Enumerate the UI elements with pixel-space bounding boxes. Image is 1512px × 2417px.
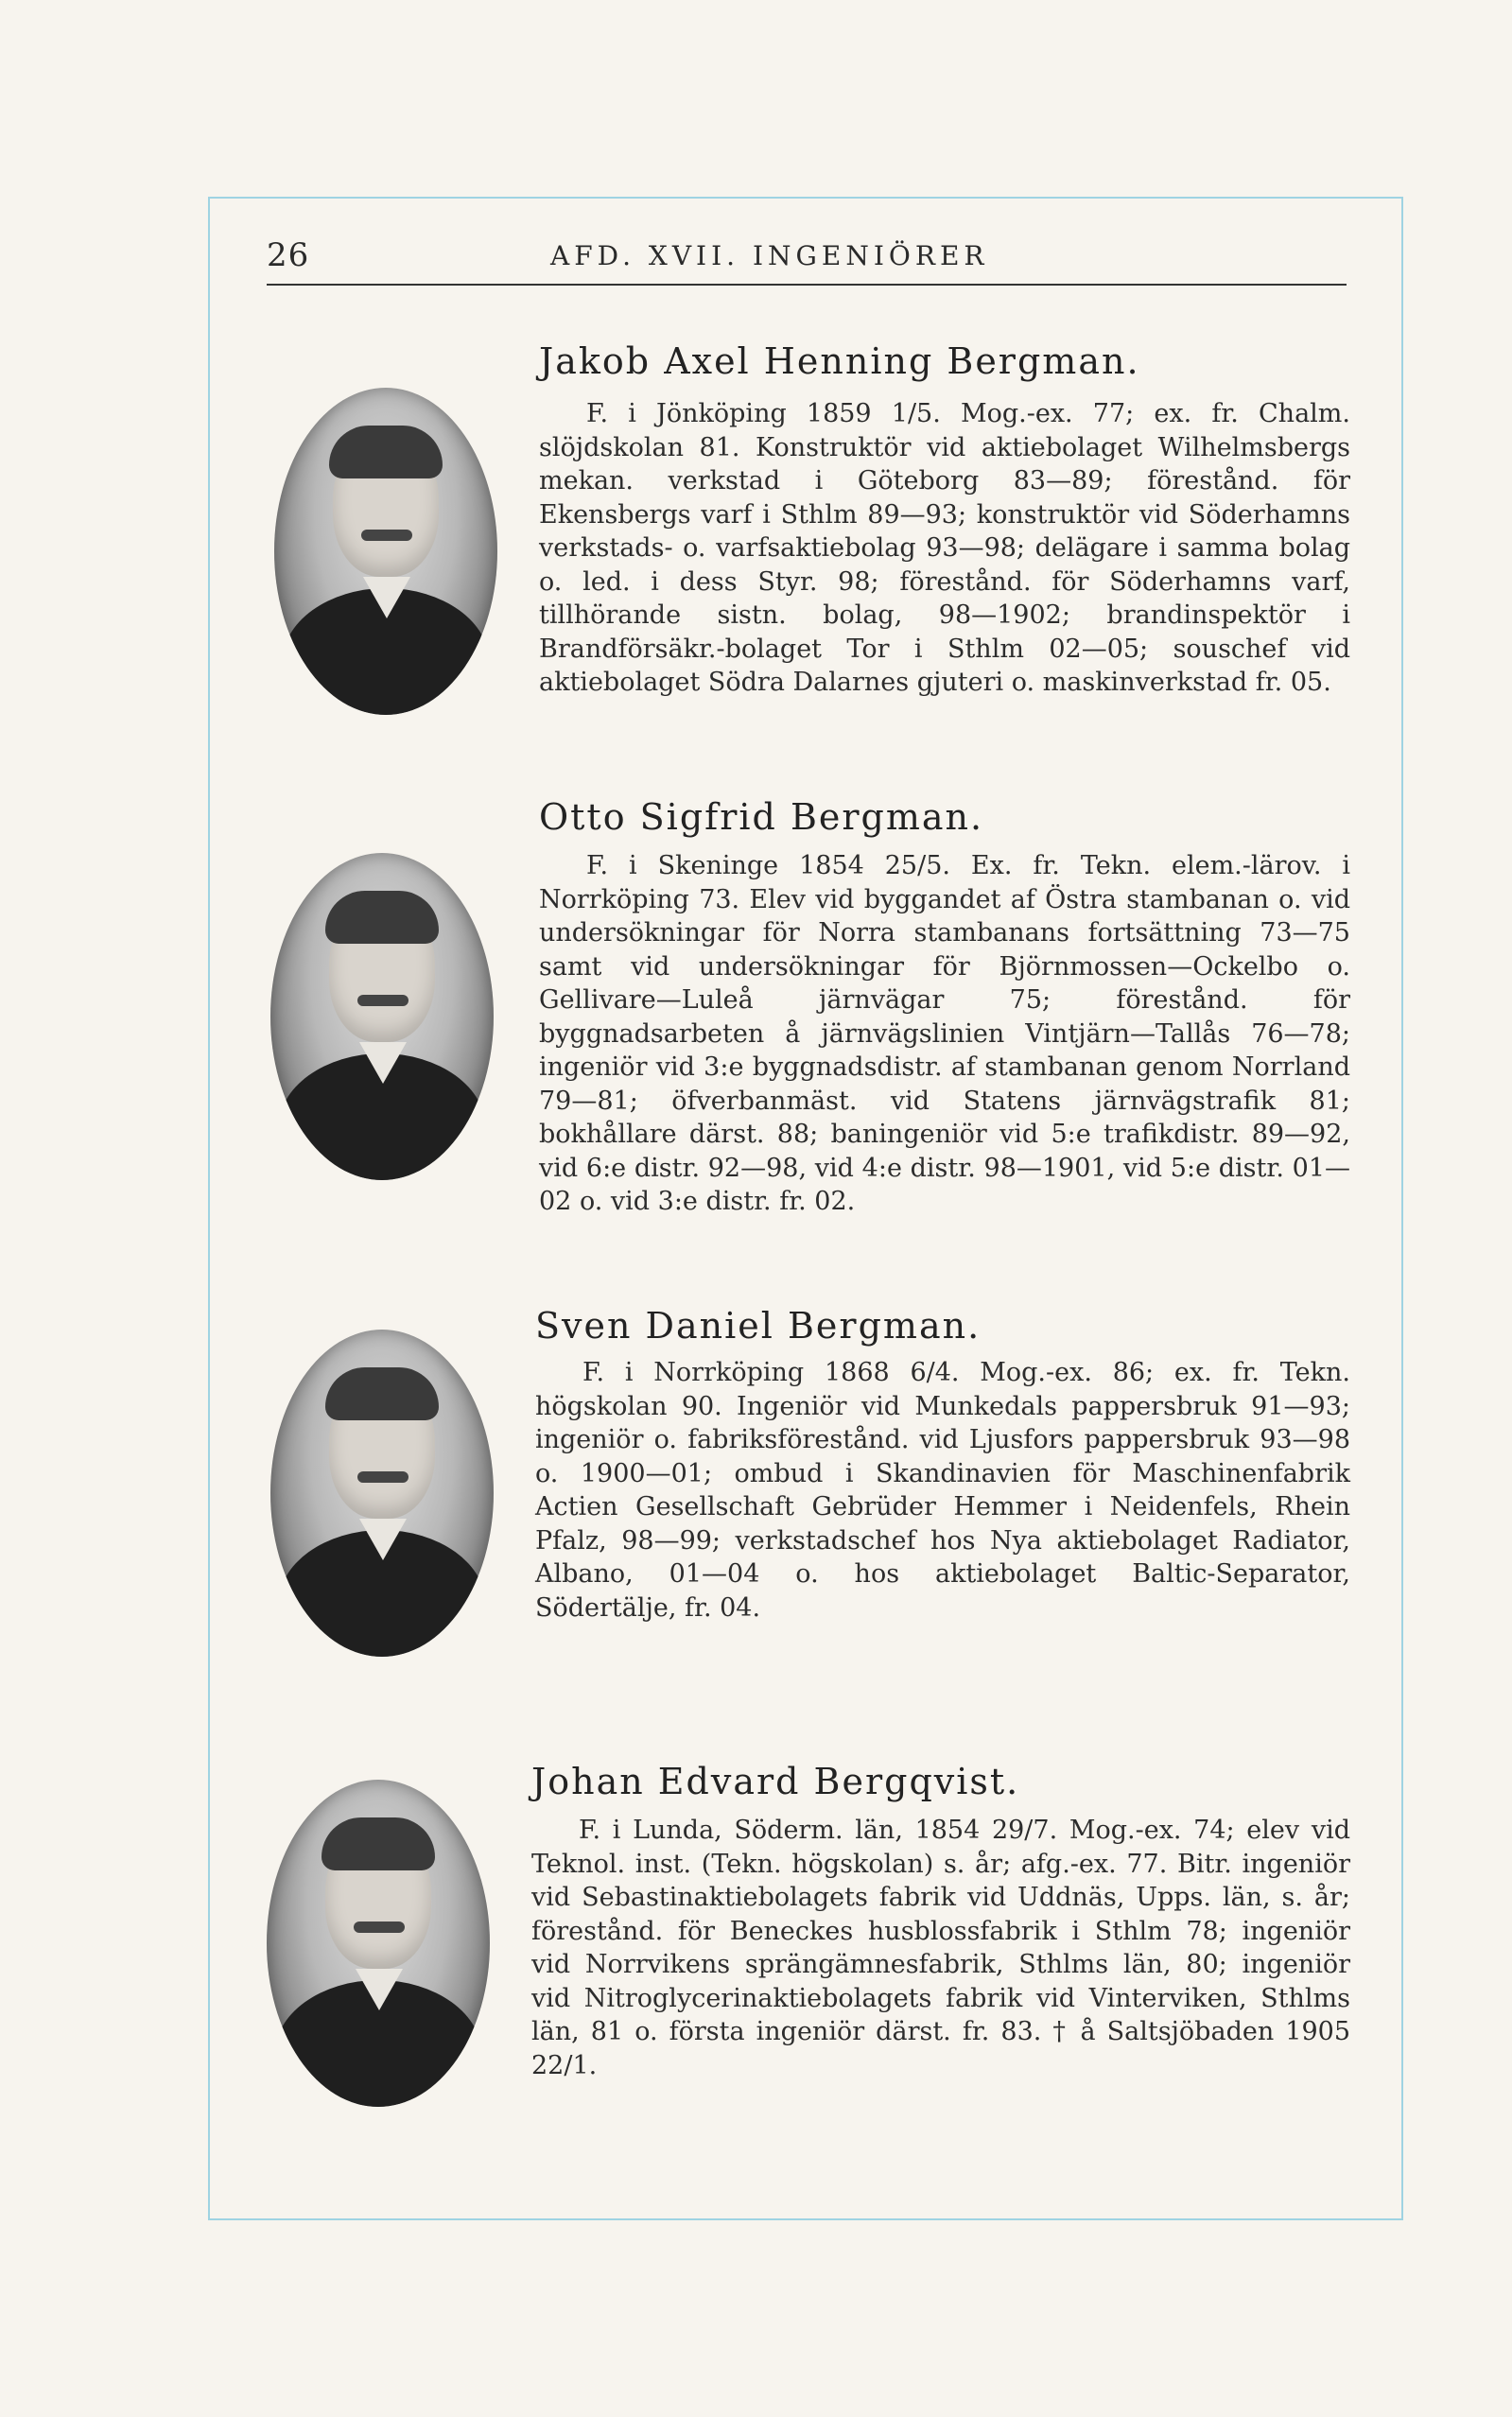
portrait-sven-bergman bbox=[270, 1330, 494, 1657]
portrait-jakob-bergman bbox=[274, 388, 497, 715]
entry-bio: F. i Norrköping 1868 6/4. Mog.-ex. 86; ex. fr. Tekn. högskolan 90. Ingeniör vid Munkedals pappersbruk 91—93; ingeniör o. fabriksförestånd. vid Ljusfors pappersbruk 93—98 o. 1900—01; ombud i Skandinavien för Maschinenfabrik Actien Gesellschaft Gebrüder Hemmer i Neidenfels, Rhein Pfalz, 98—99; verkstadschef hos Nya aktiebolaget Radiator, Albano, 01—04 o. hos aktiebolaget Baltic-Separator, Södertälje, fr. 04. bbox=[535, 1358, 1350, 1623]
portrait-otto-bergman bbox=[270, 853, 494, 1180]
entry-bio: F. i Jönköping 1859 1/5. Mog.-ex. 77; ex. fr. Chalm. slöjdskolan 81. Konstruktör vid aktiebolaget Wilhelmsbergs mekan. verkstad i Göteborg 83—89; förestånd. för Ekensbergs varf i Sthlm 89—93; konstruktör vid Söderhamns verkstads- o. varfsaktiebolag 93—98; delägare i samma bolag o. led. i dess Styr. 98; förestånd. för Söderhamns varf, tillhörande sistn. bolag, 98—1902; brandinspektör i Brandförsäkr.-bolaget Tor i Sthlm 02—05; souschef vid aktiebolaget Södra Dalarnes gjuteri o. maskinverkstad fr. 05. bbox=[539, 399, 1350, 697]
entry-bio: F. i Lunda, Söderm. län, 1854 29/7. Mog.-ex. 74; elev vid Teknol. inst. (Tekn. högskolan) s. år; afg.-ex. 77. Bitr. ingeniör vid Sebastinaktiebolagets fabrik vid Uddnäs, Upps. län, s. år; förestånd. för Beneckes husblossfabrik i Sthlm 78; ingeniör vid Norrvikens sprängämnesfabrik, Sthlms län, 80; ingeniör vid Nitroglycerinaktiebolagets fabrik vid Vinterviken, Sthlms län, 81 o. första ingeniör därst. fr. 83. † å Saltsjöbaden 1905 22/1. bbox=[531, 1816, 1350, 2080]
entry-name: Sven Daniel Bergman. bbox=[535, 1305, 982, 1347]
running-head: AFD. XVII. INGENIÖRER bbox=[550, 240, 989, 271]
entry-name: Otto Sigfrid Bergman. bbox=[539, 796, 984, 838]
entry-bio: F. i Skeninge 1854 25/5. Ex. fr. Tekn. elem.-lärov. i Norrköping 73. Elev vid byggandet af Östra stambanan o. vid undersökningar för Norra stambanans fortsättning 73—75 samt vid undersökningar för Björnmossen—Ockelbo o. Gellivare—Luleå järnvägar 75; förestånd. för byggnadsarbeten å järnvägslinien Vintjärn—Tallås 76—78; ingeniör vid 3:e byggnadsdistr. af stambanan genom Norrland 79—81; öfverbanmäst. vid Statens järnvägstrafik 81; bokhållare därst. 88; baningeniör vid 5:e trafikdistr. 89—92, vid 6:e distr. 92—98, vid 4:e distr. 98—1901, vid 5:e distr. 01—02 o. vid 3:e distr. fr. 02. bbox=[539, 851, 1350, 1216]
entry-name: Jakob Axel Henning Bergman. bbox=[539, 340, 1140, 382]
page-number: 26 bbox=[267, 236, 310, 274]
page-header bbox=[267, 236, 1347, 286]
portrait-johan-bergqvist bbox=[267, 1780, 490, 2107]
entry-name: Johan Edvard Bergqvist. bbox=[531, 1761, 1020, 1802]
